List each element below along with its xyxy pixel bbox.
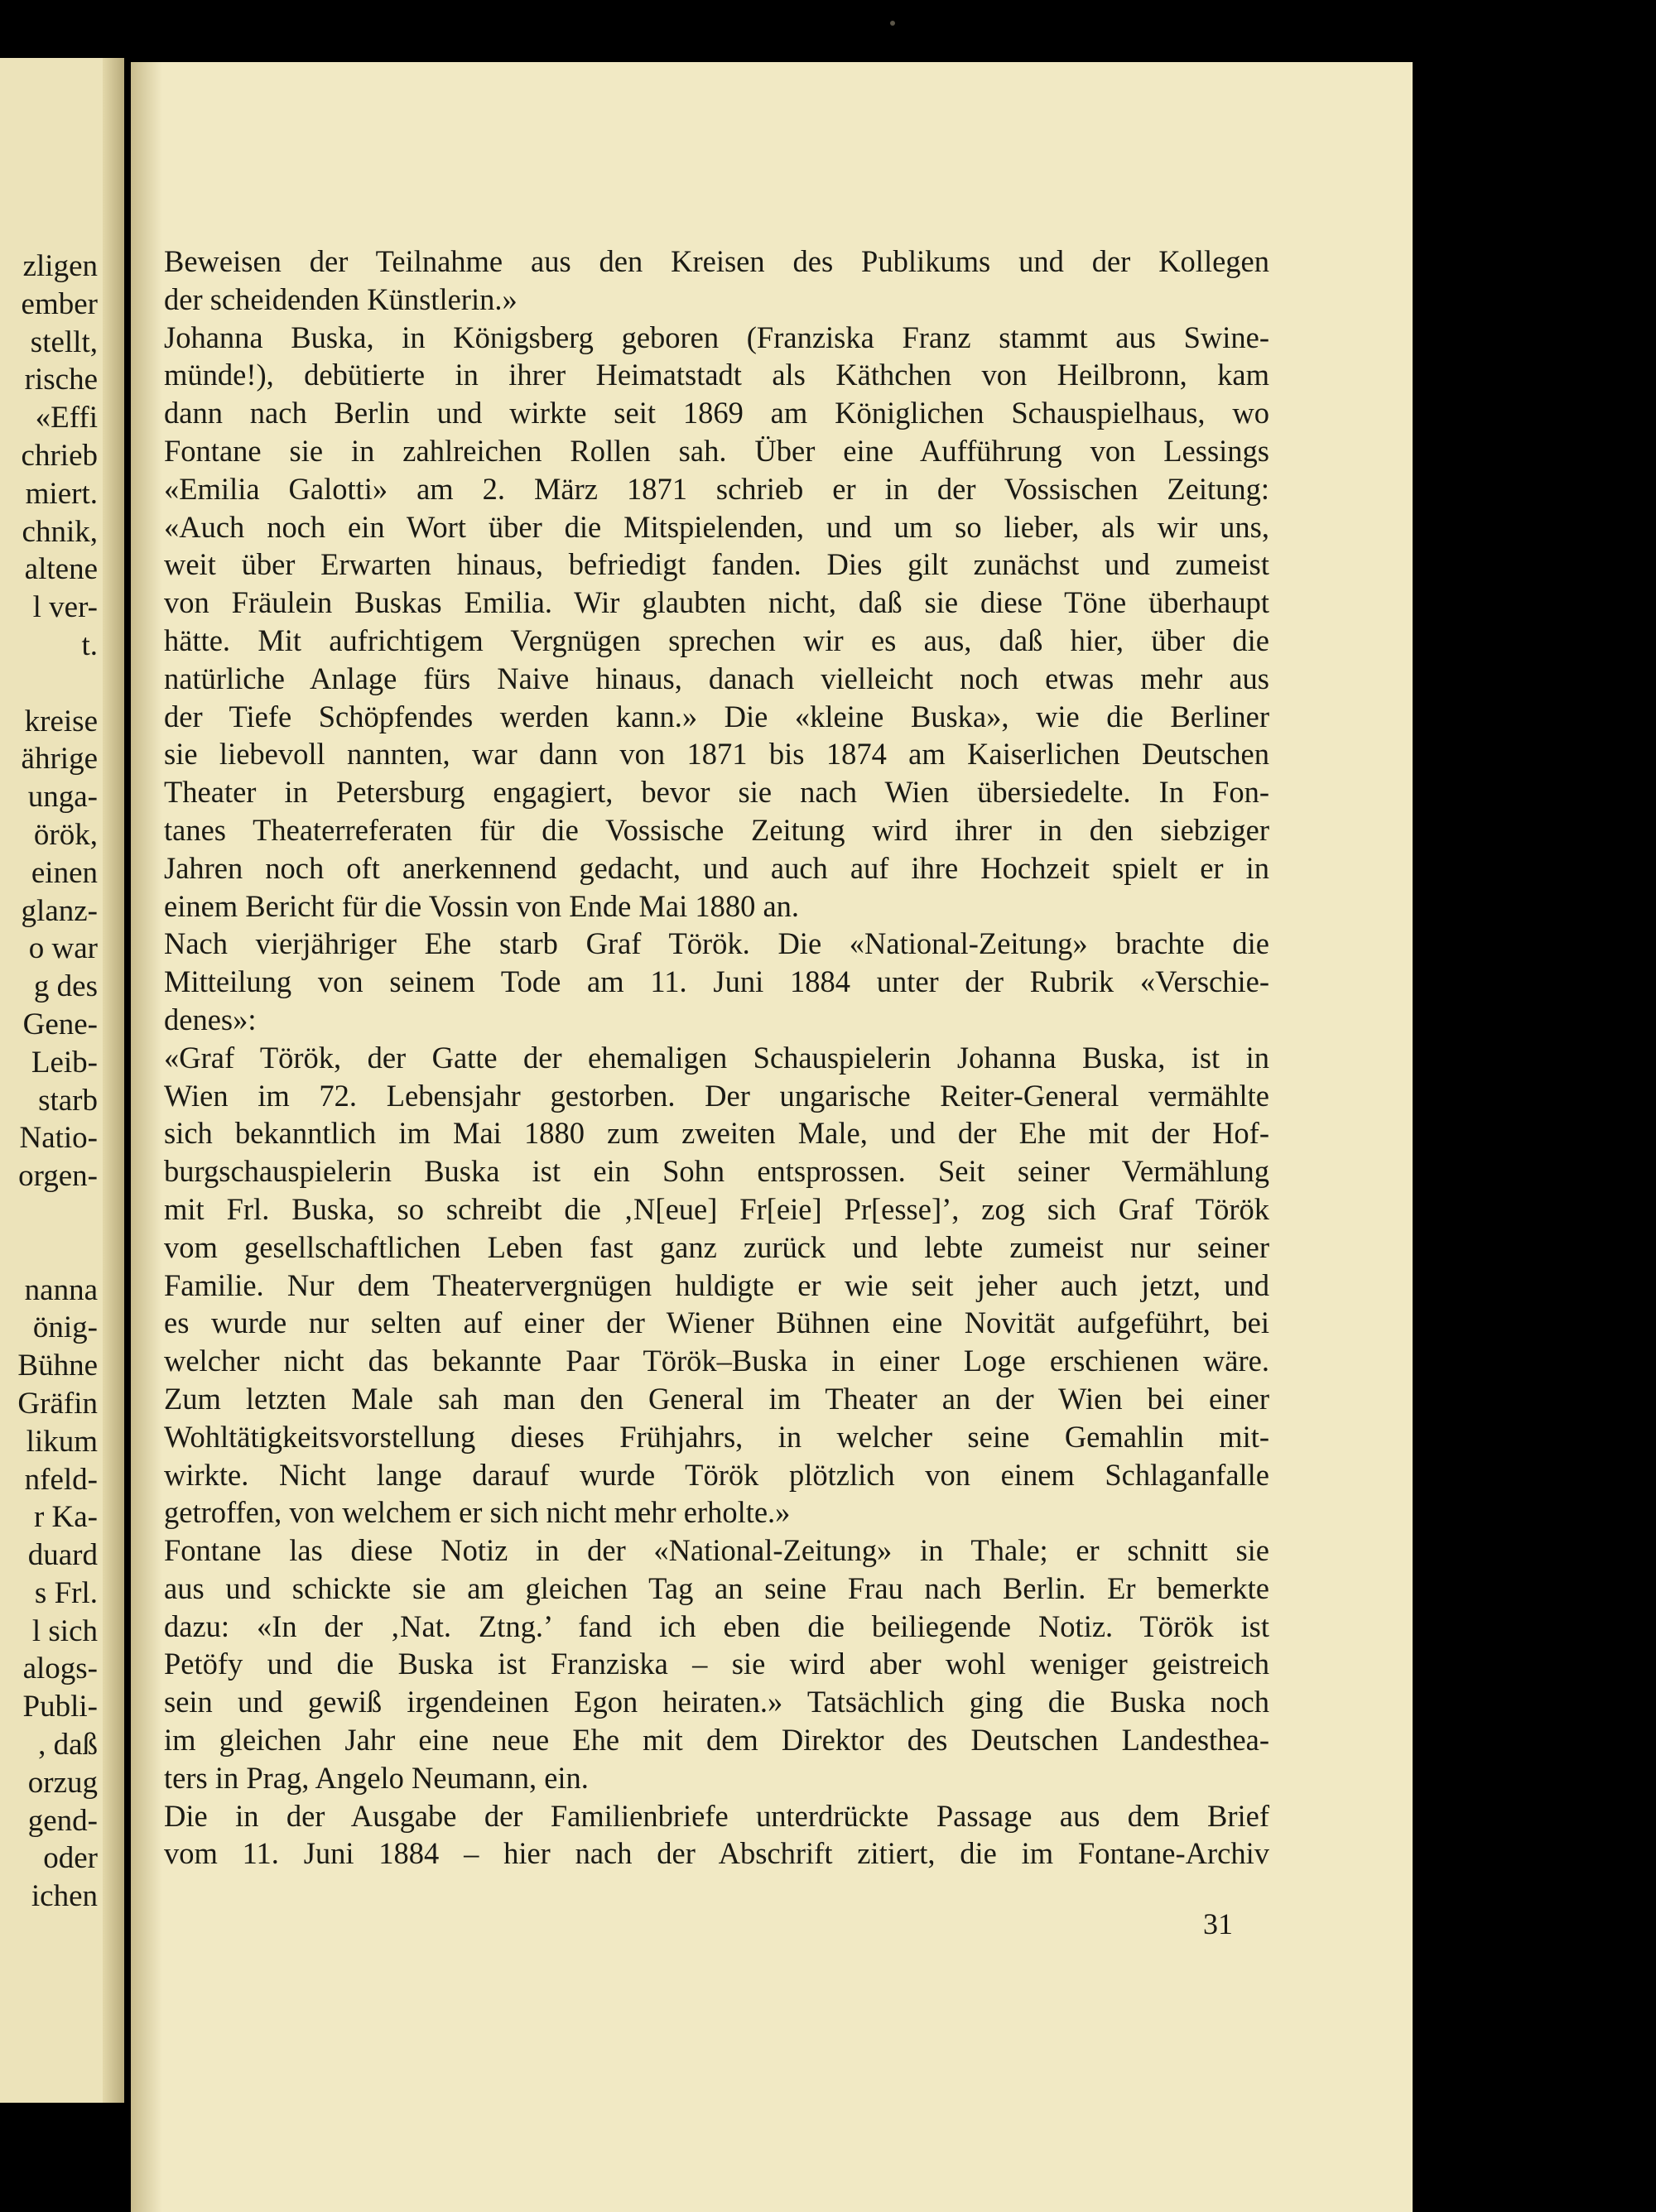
text-line: von Fräulein Buskas Emilia. Wir glaubten nicht, daß sie diese Töne überhaupt (164, 585, 1269, 620)
text-line: dann nach Berlin und wirkte seit 1869 am Königlichen Schauspielhaus, wo (164, 396, 1269, 430)
text-line: der Tiefe Schöpfendes werden kann.» Die «kleine Buska», wie die Berliner (164, 699, 1269, 733)
text-line: burgschauspielerin Buska ist ein Sohn entsprossen. Seit seiner Vermählung (164, 1154, 1269, 1189)
left-fragment-line (17, 1233, 98, 1272)
text-line: im gleichen Jahr eine neue Ehe mit dem Direktor des Deutschen Landesthea- (164, 1723, 1269, 1758)
text-line: getroffen, von welchem er sich nicht mehr erholte.» (164, 1495, 791, 1530)
text-line: vom 11. Juni 1884 – hier nach der Abschrift zitiert, die im Fontane-Archiv (164, 1836, 1269, 1871)
left-fragment-line: chnik, (22, 514, 98, 549)
text-line: der scheidenden Künstlerin.» (164, 281, 518, 316)
left-fragment-line: g des (33, 969, 98, 1004)
left-fragment-line: kreise (24, 704, 98, 738)
left-fragment-line: rische (24, 363, 98, 397)
text-line: Beweisen der Teilnahme aus den Kreisen des Publikums und der Kollegen (164, 244, 1269, 278)
left-fragment-line: Gräfin (17, 1386, 98, 1421)
left-fragment-line: altene (24, 552, 98, 587)
text-line: Nach vierjähriger Ehe starb Graf Török. Die «National-Zeitung» brachte die (164, 926, 1269, 961)
left-fragment-line: ember (21, 286, 98, 321)
left-page-fragment (0, 58, 124, 2103)
left-page-fold (103, 58, 124, 2103)
text-line: «Graf Török, der Gatte der ehemaligen Schauspielerin Johanna Buska, ist in (164, 1040, 1269, 1075)
text-line: mit Frl. Buska, so schreibt die ‚N[eue] Fr[eie] Pr[esse]’, zog sich Graf Török (164, 1191, 1269, 1226)
left-fragment-line: «Effi (35, 401, 98, 435)
left-fragment-line: orgen- (18, 1159, 98, 1194)
text-line: Johanna Buska, in Königsberg geboren (Franziska Franz stammt aus Swine- (164, 320, 1269, 354)
text-line: Mitteilung von seinem Tode am 11. Juni 1884 unter der Rubrik «Verschie- (164, 964, 1269, 999)
left-fragment-line: s Frl. (34, 1575, 98, 1610)
text-line: «Auch noch ein Wort über die Mitspielenden, und um so lieber, als wir uns, (164, 509, 1269, 544)
text-line: Theater in Petersburg engagiert, bevor sie nach Wien übersiedelte. In Fon- (164, 775, 1269, 810)
text-line: Die in der Ausgabe der Familienbriefe unterdrückte Passage aus dem Brief (164, 1798, 1269, 1833)
left-fragment-line: alogs- (22, 1652, 98, 1686)
left-fragment-line: r Ka- (33, 1500, 98, 1535)
left-fragment-line: Publi- (22, 1690, 98, 1724)
dust-speck (890, 21, 895, 26)
page-number: 31 (1203, 1907, 1233, 1940)
text-line: Familie. Nur dem Theatervergnügen huldigte er wie seit jeher auch jetzt, und (164, 1267, 1269, 1302)
left-fragment-line: stellt, (30, 325, 98, 359)
left-fragment-line (17, 665, 98, 703)
left-fragment-line: , daß (38, 1728, 98, 1762)
gutter-shadow (131, 62, 162, 2212)
text-line: münde!), debütierte in ihrer Heimatstadt als Käthchen von Heilbronn, kam (164, 358, 1269, 392)
left-fragment-line: unga- (27, 780, 98, 815)
text-line: hätte. Mit aufrichtigem Vergnügen sprechen wir es aus, daß hier, über die (164, 623, 1269, 657)
text-line: sein und gewiß irgendeinen Egon heiraten.» Tatsächlich ging die Buska noch (164, 1685, 1269, 1719)
left-fragment-line: l sich (31, 1613, 98, 1648)
left-fragment-line: nfeld- (24, 1462, 98, 1497)
text-line: sie liebevoll nannten, war dann von 1871 bis 1874 am Kaiserlichen Deutschen (164, 737, 1269, 772)
text-line: Jahren noch oft anerkennend gedacht, und auch auf ihre Hochzeit spielt er in (164, 850, 1269, 885)
text-line: ters in Prag, Angelo Neumann, ein. (164, 1760, 589, 1795)
left-fragment-line: t. (81, 628, 98, 662)
left-fragment-line: gend- (27, 1803, 98, 1838)
text-line: natürliche Anlage fürs Naive hinaus, danach vielleicht noch etwas mehr aus (164, 661, 1269, 695)
left-fragment-line (17, 1195, 98, 1233)
left-fragment-line: nanna (24, 1272, 98, 1307)
text-line: einem Bericht für die Vossin von Ende Mai 1880 an. (164, 888, 800, 923)
left-fragment-line: oder (43, 1841, 98, 1876)
left-fragment-line: Natio- (19, 1121, 98, 1156)
left-fragment-line: l ver- (32, 590, 98, 625)
text-line: Wohltätigkeitsvorstellung dieses Frühjahrs, in welcher seine Gemahlin mit- (164, 1419, 1269, 1454)
text-line: Zum letzten Male sah man den General im Theater an der Wien bei einer (164, 1381, 1269, 1416)
left-fragment-line: chrieb (21, 438, 98, 473)
left-fragment-line: örök, (33, 817, 98, 852)
right-page (131, 62, 1413, 2212)
text-line: Wien im 72. Lebensjahr gestorben. Der ungarische Reiter-General vermählte (164, 1078, 1269, 1113)
left-fragment-line: miert. (25, 476, 98, 511)
text-line: wirkte. Nicht lange darauf wurde Török plötzlich von einem Schlaganfalle (164, 1457, 1269, 1492)
body-text (164, 243, 1269, 1873)
text-line: tanes Theaterreferaten für die Vossische Zeitung wird ihrer in den siebziger (164, 812, 1269, 847)
left-fragment-line: ährige (21, 742, 98, 777)
text-line: Fontane las diese Notiz in der «National-Zeitung» in Thale; er schnitt sie (164, 1533, 1269, 1568)
left-fragment-line: Gene- (22, 1007, 98, 1041)
text-line: weit über Erwarten hinaus, befriedigt fanden. Dies gilt zunächst und zumeist (164, 547, 1269, 582)
text-line: Petöfy und die Buska ist Franziska – sie wird aber wohl weniger geistreich (164, 1647, 1269, 1681)
left-fragment-line: ichen (31, 1879, 98, 1914)
text-line: dazu: «In der ‚Nat. Ztng.’ fand ich eben die beiliegende Notiz. Török ist (164, 1609, 1269, 1643)
text-line: aus und schickte sie am gleichen Tag an seine Frau nach Berlin. Er bemerkte (164, 1570, 1269, 1605)
left-fragment-line: likum (26, 1424, 98, 1459)
left-fragment-line: zligen (22, 249, 98, 283)
text-line: es wurde nur selten auf einer der Wiener Bühnen eine Novität aufgeführt, bei (164, 1306, 1269, 1340)
left-fragment-line: orzug (27, 1765, 98, 1800)
text-line: Fontane sie in zahlreichen Rollen sah. Über eine Aufführung von Lessings (164, 433, 1269, 468)
left-fragment-line: glanz- (21, 893, 98, 928)
left-fragment-line: Leib- (31, 1045, 98, 1080)
left-fragment-line: duard (27, 1538, 98, 1573)
left-fragment-line: Bühne (17, 1349, 98, 1383)
left-fragment-line: einen (31, 855, 98, 890)
left-page-text (17, 248, 98, 1916)
left-fragment-line: o war (28, 931, 98, 966)
text-line: welcher nicht das bekannte Paar Török–Buska in einer Loge erschienen wäre. (164, 1344, 1269, 1378)
text-line: «Emilia Galotti» am 2. März 1871 schrieb er in der Vossischen Zeitung: (164, 471, 1269, 506)
text-line: sich bekanntlich im Mai 1880 zum zweiten Male, und der Ehe mit der Hof- (164, 1116, 1269, 1151)
text-line: vom gesellschaftlichen Leben fast ganz zurück und lebte zumeist nur seiner (164, 1229, 1269, 1264)
left-fragment-line: önig- (32, 1310, 98, 1345)
left-fragment-line: starb (38, 1083, 98, 1118)
text-line: denes»: (164, 1002, 257, 1036)
